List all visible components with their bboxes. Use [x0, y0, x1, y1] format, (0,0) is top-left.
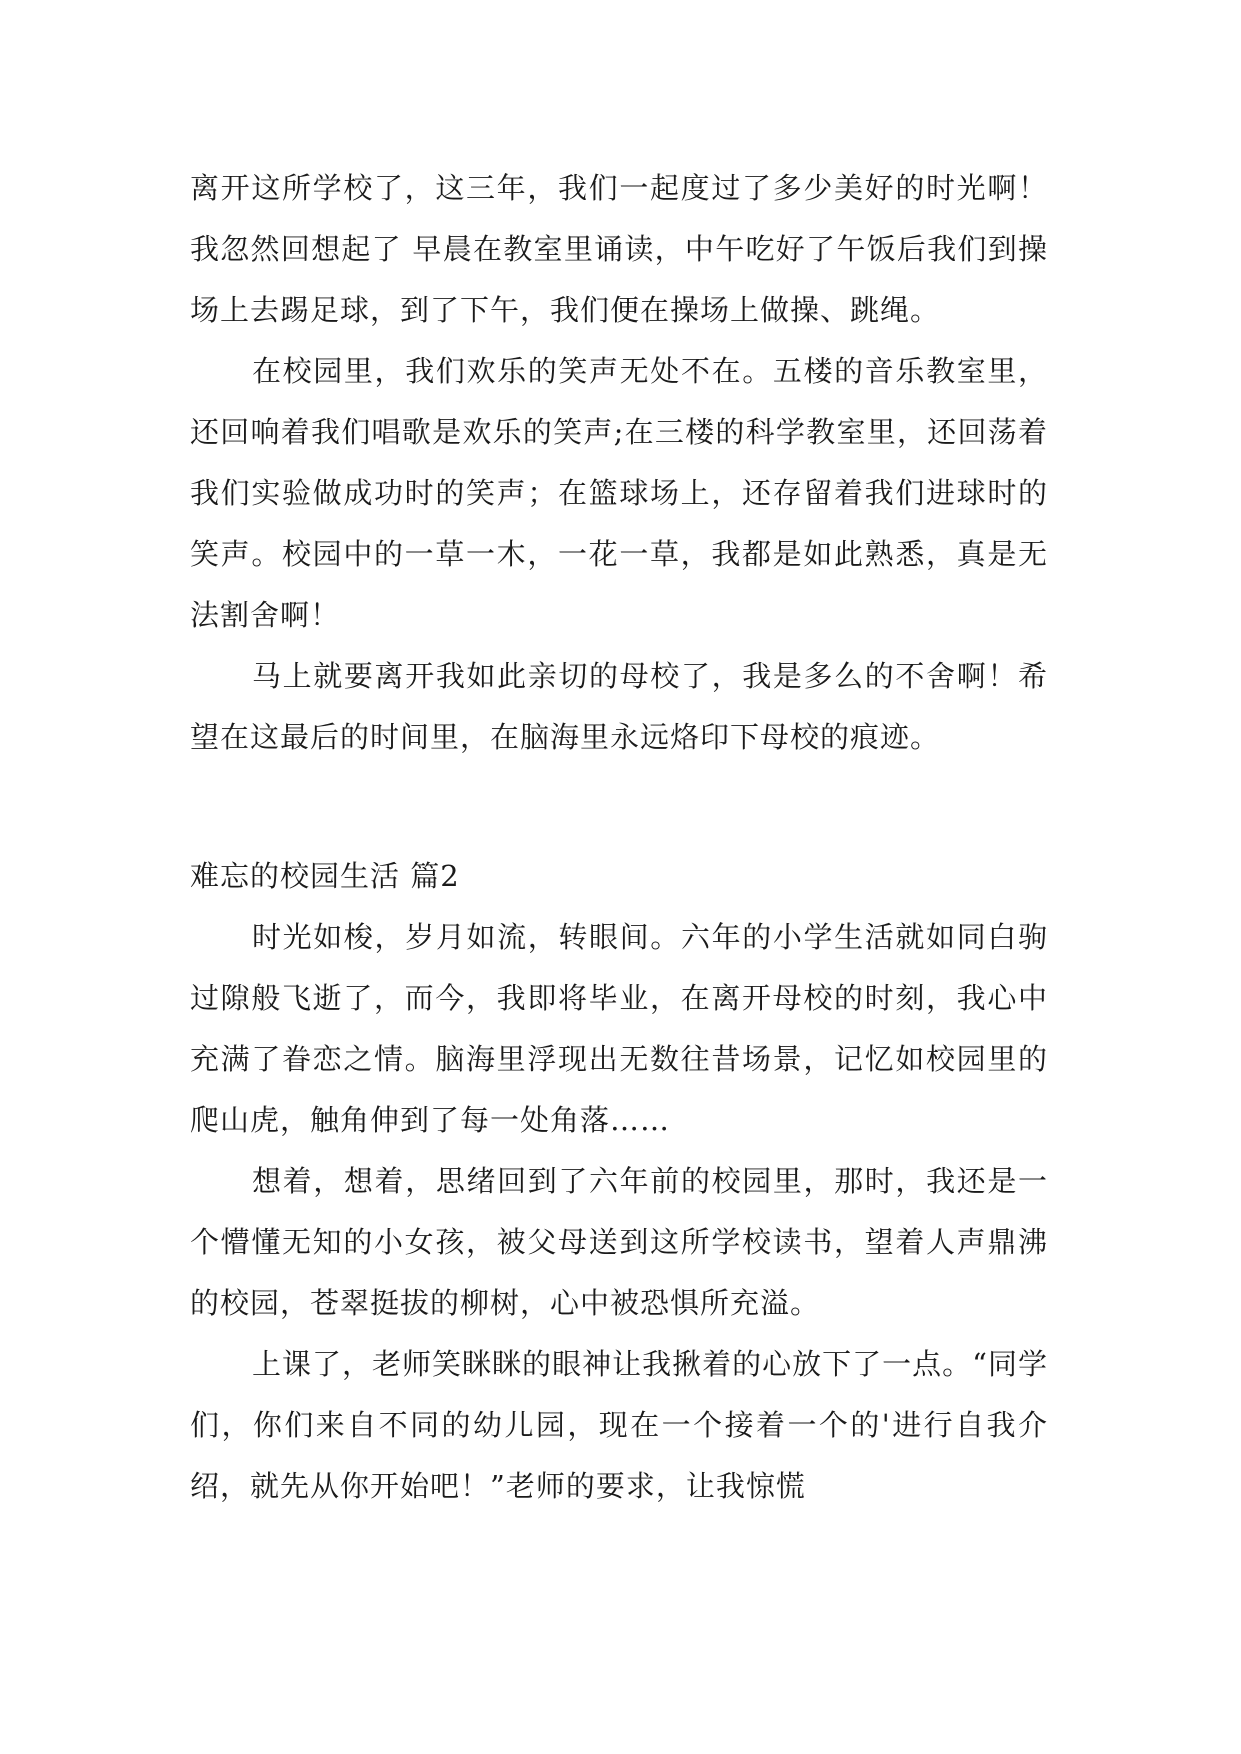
section-title: 难忘的校园生活 篇2 [190, 859, 460, 893]
paragraph-5: 想着，想着，思绪回到了六年前的校园里，那时，我还是一个懵懂无知的小女孩，被父母送到这所学校读书，望着人声鼎沸的校园，苍翠挺拔的柳树，心中被恐惧所充溢。 [190, 1164, 1048, 1320]
paragraph-6: 上课了，老师笑眯眯的眼神让我揪着的心放下了一点。“同学们，你们来自不同的幼儿园，现在一个接着一个的'进行自我介绍，就先从你开始吧！”老师的要求，让我惊慌 [190, 1347, 1048, 1503]
paragraph-2: 在校园里，我们欢乐的笑声无处不在。五楼的音乐教室里，还回响着我们唱歌是欢乐的笑声;在三楼的科学教室里，还回荡着我们实验做成功时的笑声；在篮球场上，还存留着我们进球时的笑声。校园中的一草一木，一花一草，我都是如此熟悉，真是无法割舍啊！ [190, 354, 1048, 632]
paragraph-3: 马上就要离开我如此亲切的母校了，我是多么的不舍啊！希望在这最后的时间里，在脑海里永远烙印下母校的痕迹。 [190, 659, 1048, 754]
document-body [190, 158, 1048, 1517]
paragraph-1: 离开这所学校了，这三年，我们一起度过了多少美好的时光啊！我忽然回想起了 早晨在教室里诵读，中午吃好了午饭后我们到操场上去踢足球，到了下午，我们便在操场上做操、跳绳。 [190, 171, 1048, 327]
paragraph-4: 时光如梭，岁月如流，转眼间。六年的小学生活就如同白驹过隙般飞逝了，而今，我即将毕业，在离开母校的时刻，我心中充满了眷恋之情。脑海里浮现出无数往昔场景，记忆如校园里的爬山虎，触角伸到了每一处角落…… [190, 920, 1048, 1137]
